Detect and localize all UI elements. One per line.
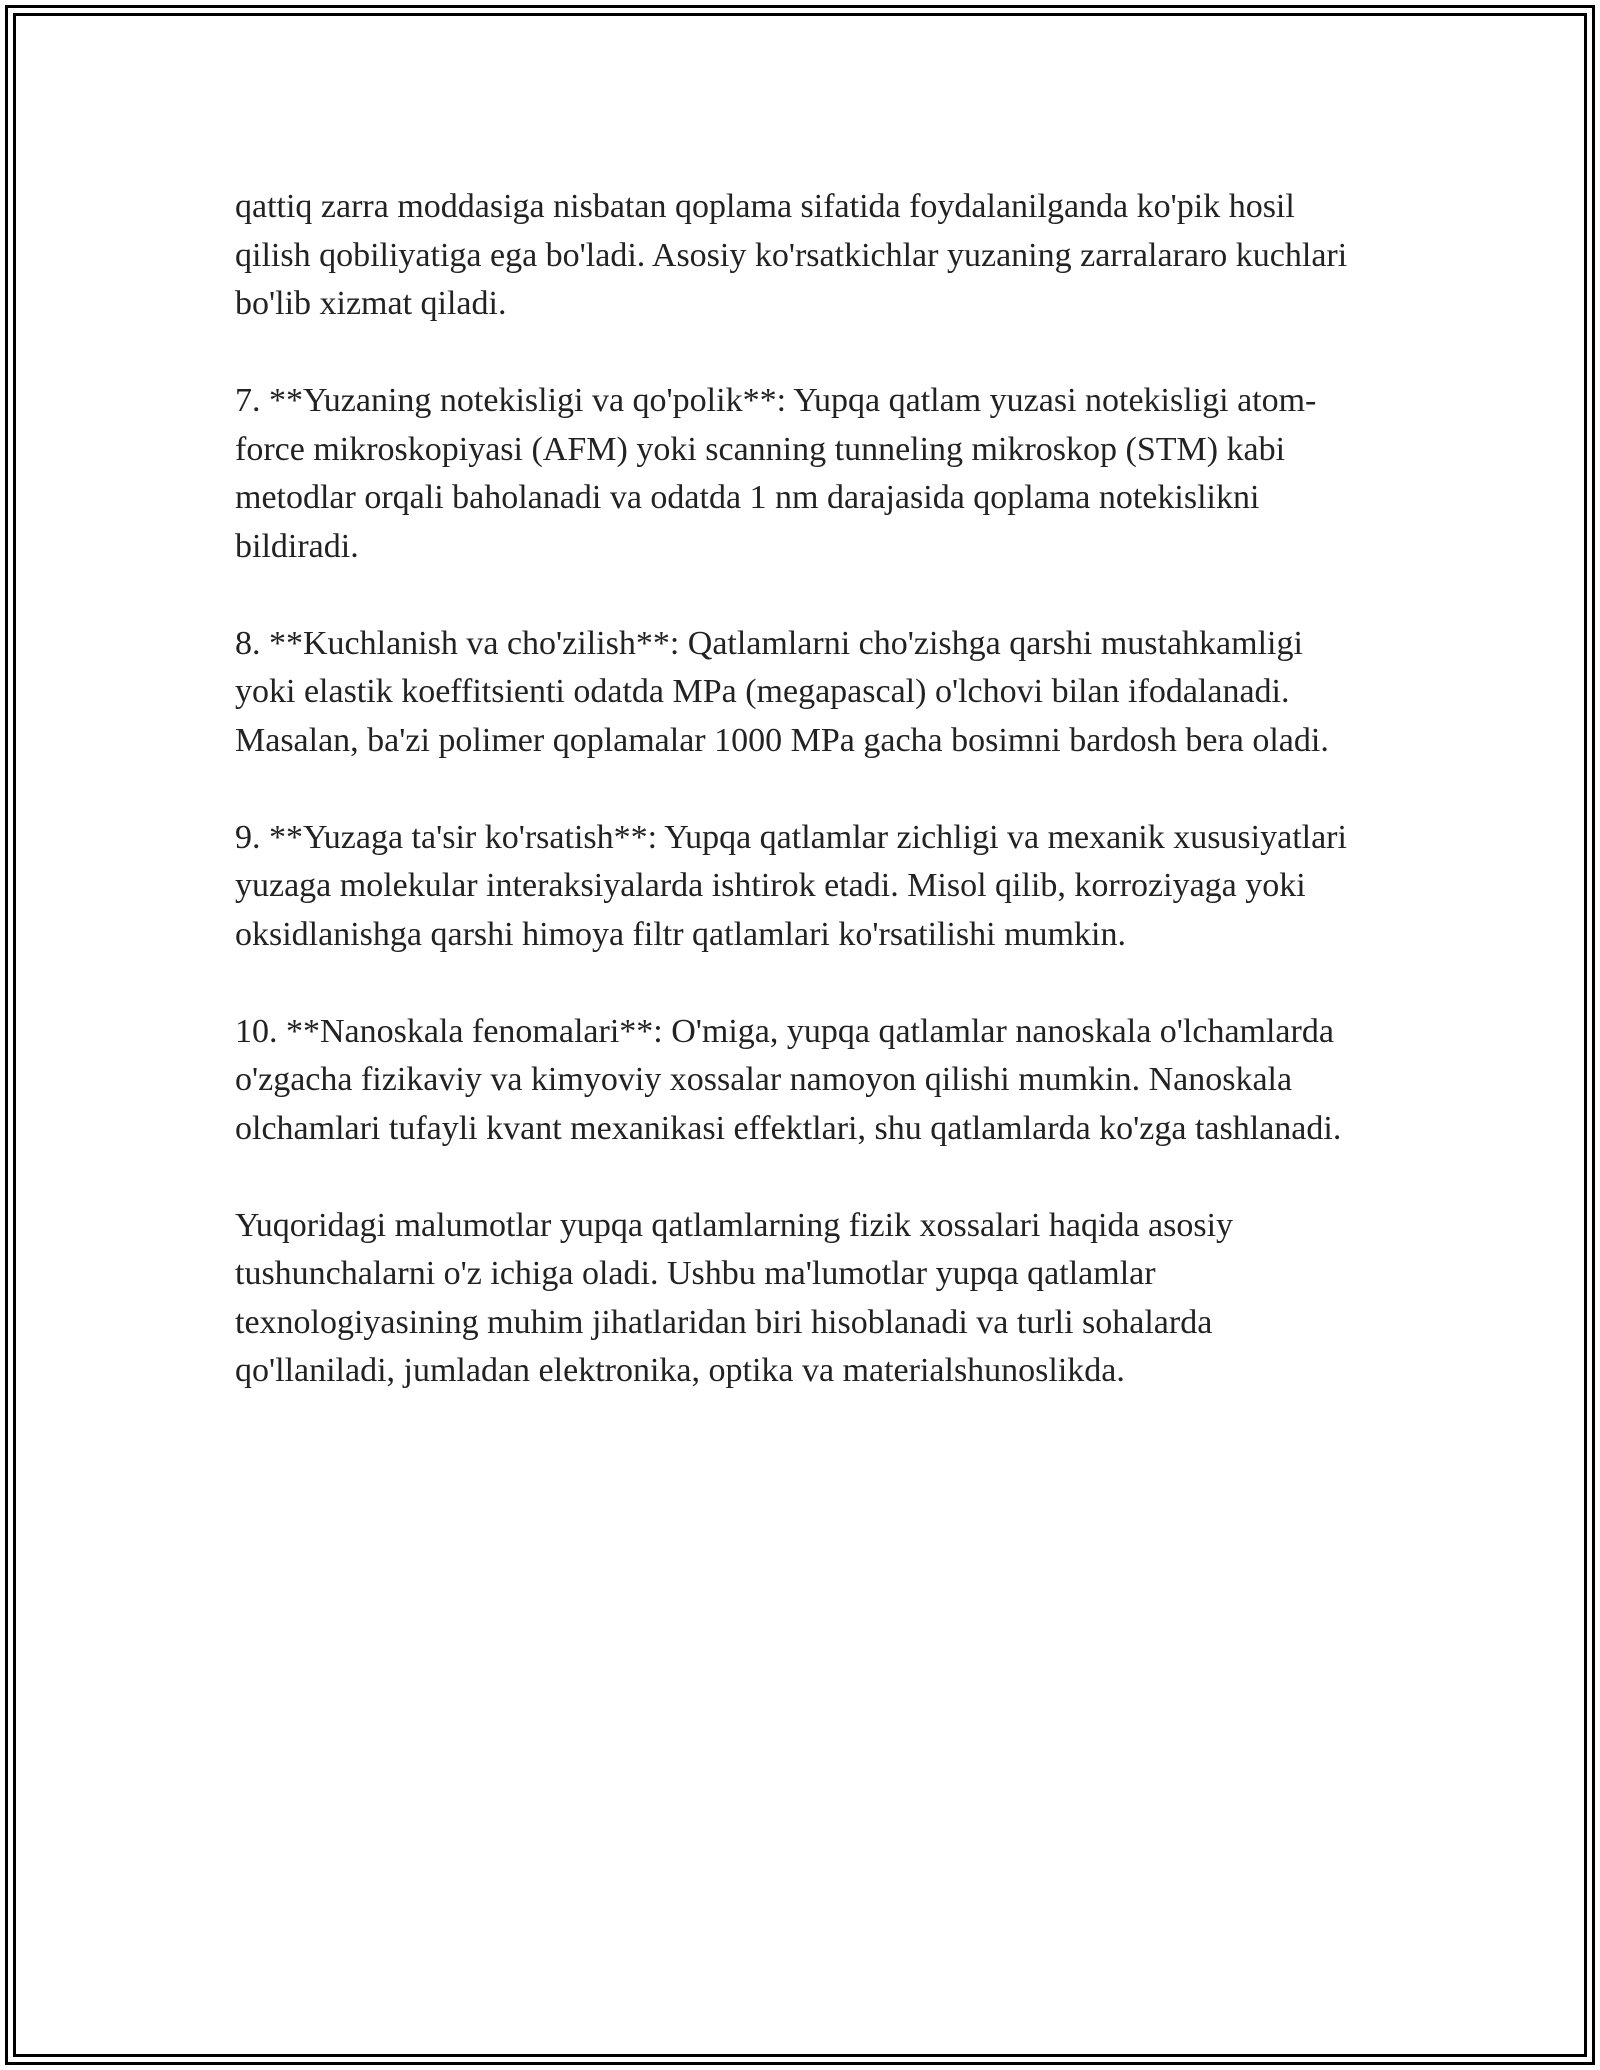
document-body <box>235 183 1365 1444</box>
paragraph-item-7: 7. **Yuzaning notekisligi va qo'polik**: Yupqa qatlam yuzasi notekisligi atom-force mikroskopiyasi (AFM) yoki scanning tunneling mikroskop (STM) kabi metodlar orqali baholanadi va odatda 1 nm darajasida qoplama notekislikni bildiradi. <box>235 382 1317 565</box>
paragraph-continuation: qattiq zarra moddasiga nisbatan qoplama sifatida foydalanilganda ko'pik hosil qilish qobiliyatiga ega bo'ladi. Asosiy ko'rsatkichlar yuzaning zarralararo kuchlari bo'lib xizmat qiladi. <box>235 188 1348 322</box>
paragraph-item-9: 9. **Yuzaga ta'sir ko'rsatish**: Yupqa qatlamlar zichligi va mexanik xususiyatlari yuzaga molekular interaksiyalarda ishtirok etadi. Misol qilib, korroziyaga yoki oksidlanishga qarshi himoya filtr qatlamlari ko'rsatilishi mumkin. <box>235 818 1347 953</box>
paragraph-summary: Yuqoridagi malumotlar yupqa qatlamlarning fizik xossalari haqida asosiy tushunchalarni o'z ichiga oladi. Ushbu ma'lumotlar yupqa qatlamlar texnologiyasining muhim jihatlaridan biri hisoblanadi va turli sohalarda qo'llaniladi, jumladan elektronika, optika va materialshunoslikda. <box>235 1206 1234 1389</box>
paragraph-item-10: 10. **Nanoskala fenomalari**: O'miga, yupqa qatlamlar nanoskala o'lchamlarda o'zgacha fizikaviy va kimyoviy xossalar namoyon qilishi mumkin. Nanoskala olchamlari tufayli kvant mexanikasi effektlari, shu qatlamlarda ko'zga tashlanadi. <box>235 1012 1342 1147</box>
paragraph-item-8: 8. **Kuchlanish va cho'zilish**: Qatlamlarni cho'zishga qarshi mustahkamligi yoki elastik koeffitsienti odatda MPa (megapascal) o'lchovi bilan ifodalanadi. Masalan, ba'zi polimer qoplamalar 1000 MPa gacha bosimni bardosh bera oladi. <box>235 624 1329 759</box>
